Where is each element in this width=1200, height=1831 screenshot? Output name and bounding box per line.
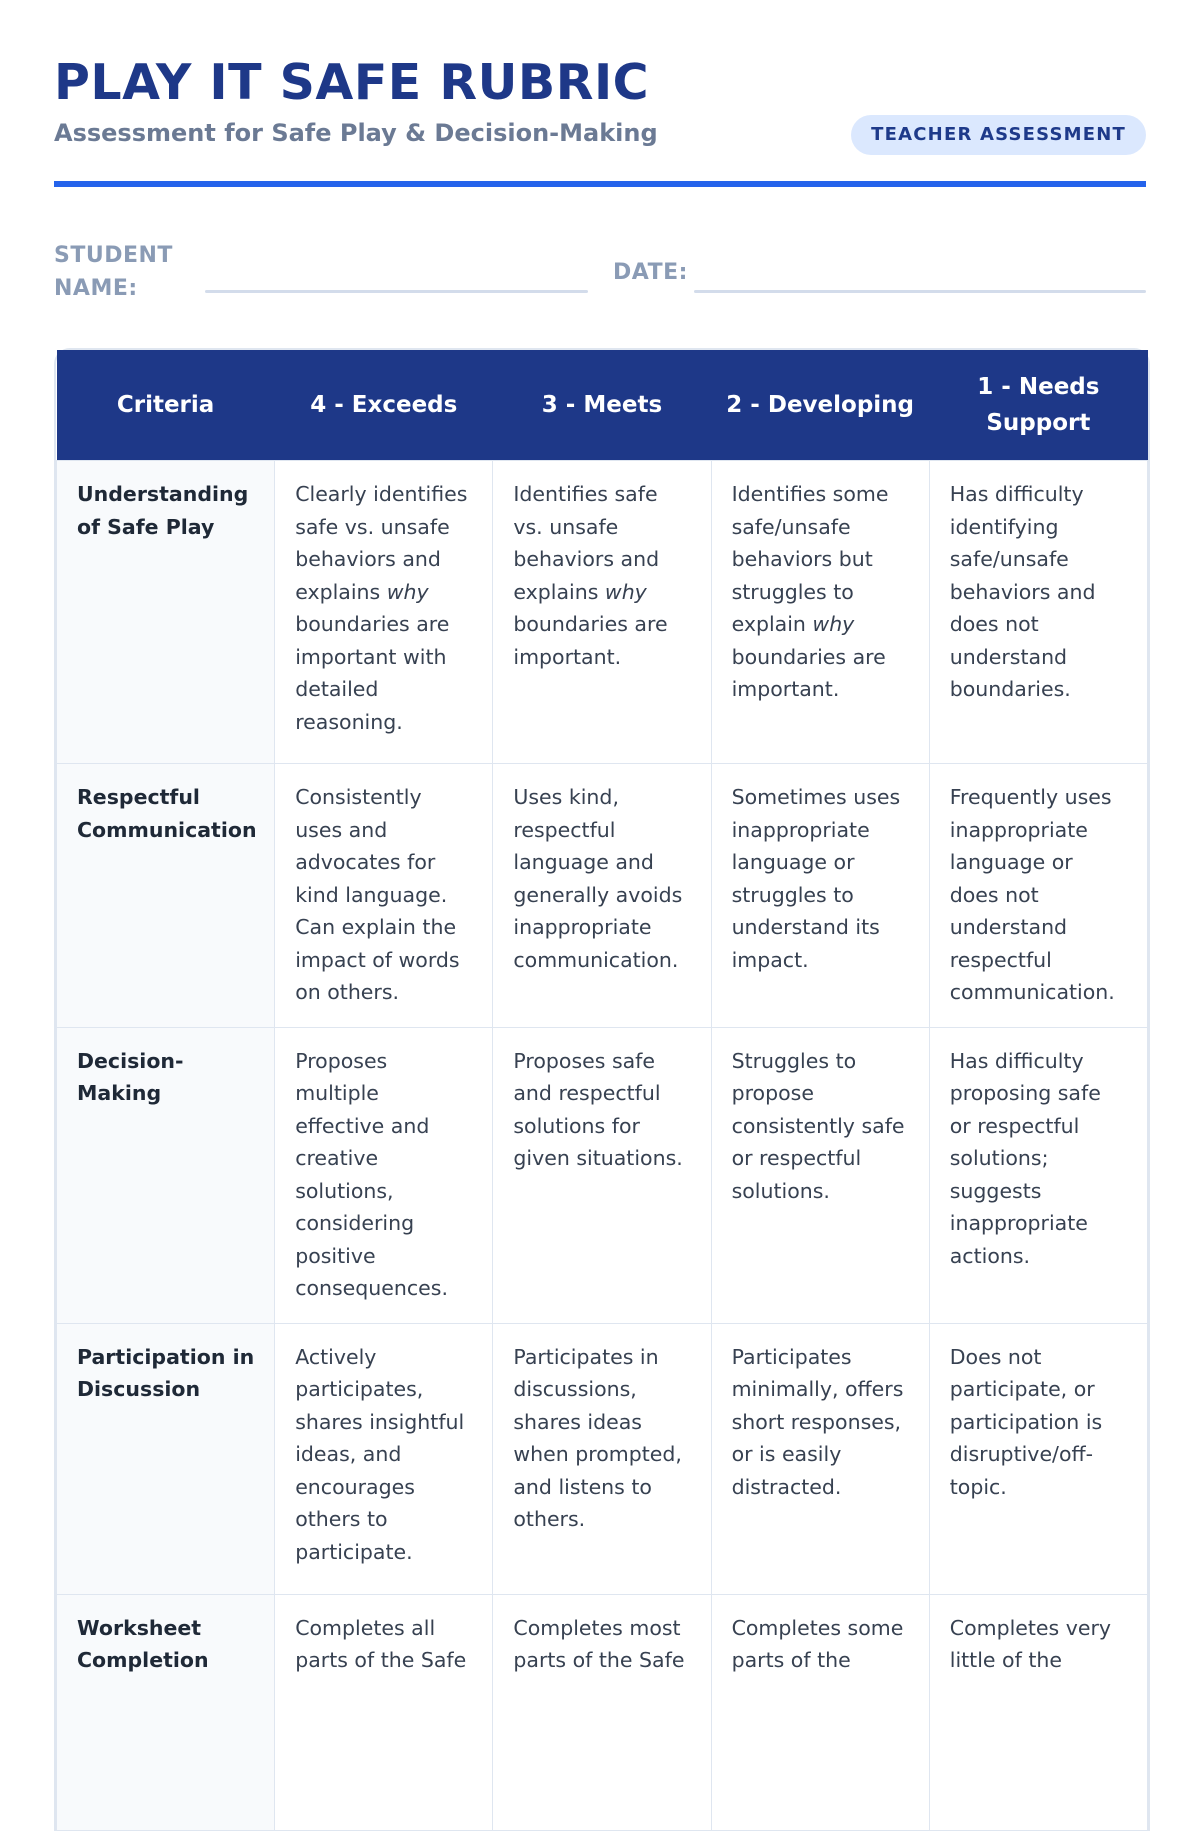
developing-cell: Struggles to propose consistently safe or respectful solutions. (711, 1027, 929, 1323)
teacher-assessment-badge: TEACHER ASSESSMENT (851, 115, 1146, 155)
needs-support-cell: Completes very little of the (929, 1594, 1147, 1830)
needs-support-cell: Frequently uses inappropriate language or does not understand respectful communication. (929, 764, 1147, 1028)
header-exceeds: 4 - Exceeds (275, 350, 493, 461)
cell-text: boundaries are important with detailed reasoning. (295, 612, 450, 734)
date-line[interactable] (694, 290, 1146, 293)
cell-text: Identifies safe vs. unsafe behaviors and explains (513, 482, 660, 604)
page-title: PLAY IT SAFE RUBRIC (54, 54, 650, 111)
header-row (57, 350, 1148, 461)
developing-cell (711, 461, 929, 764)
needs-support-cell: Has difficulty identifying safe/unsafe behaviors and does not understand boundaries. (929, 461, 1147, 764)
student-name-line[interactable] (205, 290, 588, 293)
cell-emphasis: why (386, 579, 429, 604)
exceeds-cell (275, 461, 493, 764)
header-developing: 2 - Developing (711, 350, 929, 461)
exceeds-cell: Proposes multiple effective and creative solutions, considering positive consequences. (275, 1027, 493, 1323)
table-row (57, 1027, 1148, 1323)
cell-emphasis: why (604, 579, 647, 604)
exceeds-cell: Consistently uses and advocates for kind language. Can explain the impact of words on others. (275, 764, 493, 1028)
cell-text: Clearly identifies safe vs. unsafe behaviors and explains (295, 482, 468, 604)
table-row (57, 764, 1148, 1028)
developing-cell: Sometimes uses inappropriate language or struggles to understand its impact. (711, 764, 929, 1028)
criteria-cell: Decision-Making (57, 1027, 275, 1323)
table-row (57, 461, 1148, 764)
exceeds-cell: Completes all parts of the Safe (275, 1594, 493, 1830)
header-meets: 3 - Meets (493, 350, 711, 461)
developing-cell: Completes some parts of the (711, 1594, 929, 1830)
criteria-cell: Participation in Discussion (57, 1323, 275, 1594)
header-criteria: Criteria (57, 350, 275, 461)
cell-text: boundaries are important. (513, 612, 668, 669)
page-subtitle: Assessment for Safe Play & Decision-Making (54, 119, 658, 147)
criteria-cell: Respectful Communication (57, 764, 275, 1028)
meets-cell (493, 461, 711, 764)
exceeds-cell: Actively participates, shares insightful ideas, and encourages others to participate. (275, 1323, 493, 1594)
meets-cell: Uses kind, respectful language and generally avoids inappropriate communication. (493, 764, 711, 1028)
header-needs-support: 1 - Needs Support (929, 350, 1147, 461)
needs-support-cell: Has difficulty proposing safe or respectful solutions; suggests inappropriate actions. (929, 1027, 1147, 1323)
cell-text: Identifies some safe/unsafe behaviors but struggles to explain (731, 482, 889, 636)
meets-cell: Participates in discussions, shares ideas when prompted, and listens to others. (493, 1323, 711, 1594)
developing-cell: Participates minimally, offers short responses, or is easily distracted. (711, 1323, 929, 1594)
meets-cell: Completes most parts of the Safe (493, 1594, 711, 1830)
header-divider (54, 181, 1146, 187)
needs-support-cell: Does not participate, or participation is disruptive/off-topic. (929, 1323, 1147, 1594)
rubric-page (54, 0, 1146, 1672)
date-label: DATE: (613, 260, 688, 285)
rubric-table-container (54, 348, 1150, 1831)
meets-cell: Proposes safe and respectful solutions for given situations. (493, 1027, 711, 1323)
table-row (57, 1594, 1148, 1830)
rubric-table (56, 350, 1148, 1831)
cell-emphasis: why (812, 612, 855, 636)
criteria-cell: Understanding of Safe Play (57, 461, 275, 764)
table-row (57, 1323, 1148, 1594)
criteria-cell: Worksheet Completion (57, 1594, 275, 1830)
cell-text: boundaries are important. (731, 644, 886, 701)
student-name-label: STUDENT NAME: (54, 243, 173, 301)
